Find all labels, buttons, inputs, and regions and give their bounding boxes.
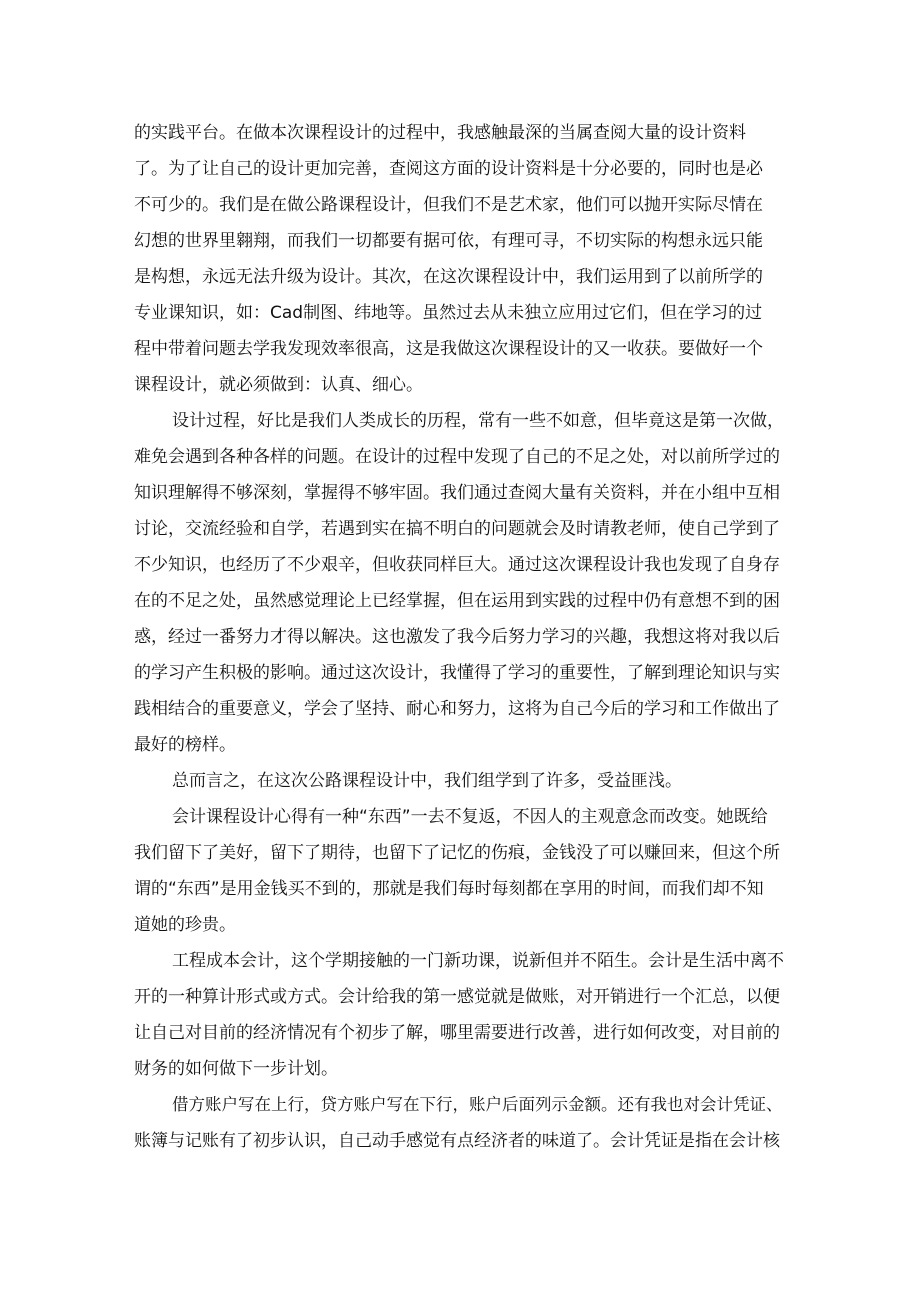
text-line: 讨论，交流经验和自学，若遇到实在搞不明白的问题就会及时请教老师，使自己学到了	[134, 519, 780, 539]
paragraph-first-line: 设计过程，好比是我们人类成长的历程，常有一些不如意，但毕竟这是第一次做，	[172, 411, 784, 431]
paragraph-first-line: 工程成本会计，这个学期接触的一门新功课，说新但并不陌生。会计是生活中离不	[172, 951, 784, 971]
text-line: 的学习产生积极的影响。通过这次设计，我懂得了学习的重要性，了解到理论知识与实	[134, 663, 780, 683]
paragraph-first-line: 总而言之，在这次公路课程设计中，我们组学到了许多，受益匪浅。	[172, 771, 682, 791]
text-line: 践相结合的重要意义，学会了坚持、耐心和努力，这将为自己今后的学习和工作做出了	[134, 699, 780, 719]
text-line: 的实践平台。在做本次课程设计的过程中，我感触最深的当属查阅大量的设计资料	[134, 123, 746, 143]
text-line: 财务的如何做下一步计划。	[134, 1059, 338, 1079]
text-line: 在的不足之处，虽然感觉理论上已经掌握，但在运用到实践的过程中仍有意想不到的困	[134, 591, 780, 611]
text-line: 不少知识，也经历了不少艰辛，但收获同样巨大。通过这次课程设计我也发现了自身存	[134, 555, 780, 575]
text-line: 幻想的世界里翱翔，而我们一切都要有据可依，有理可寻，不切实际的构想永远只能	[134, 231, 763, 251]
text-line: 是构想，永远无法升级为设计。其次，在这次课程设计中，我们运用到了以前所学的	[134, 267, 763, 287]
text-line: 谓的“东西”是用金钱买不到的，那就是我们每时每刻都在享用的时间，而我们却不知	[134, 879, 764, 899]
text-line: 最好的榜样。	[134, 735, 236, 755]
text-line: 难免会遇到各种各样的问题。在设计的过程中发现了自己的不足之处，对以前所学过的	[134, 447, 780, 467]
text-line: 专业课知识，如：Cad制图、纬地等。虽然过去从未独立应用过它们，但在学习的过	[134, 303, 763, 323]
text-line: 不可少的。我们是在做公路课程设计，但我们不是艺术家，他们可以抛开实际尽情在	[134, 195, 763, 215]
text-line: 程中带着问题去学我发现效率很高，这是我做这次课程设计的又一收获。要做好一个	[134, 339, 763, 359]
text-line: 让自己对目前的经济情况有个初步了解，哪里需要进行改善，进行如何改变，对目前的	[134, 1023, 780, 1043]
text-line: 知识理解得不够深刻，掌握得不够牢固。我们通过查阅大量有关资料，并在小组中互相	[134, 483, 780, 503]
text-line: 开的一种算计形式或方式。会计给我的第一感觉就是做账，对开销进行一个汇总，以便	[134, 987, 780, 1007]
text-line: 道她的珍贵。	[134, 915, 236, 935]
text-line: 我们留下了美好，留下了期待，也留下了记忆的伤痕，金钱没了可以赚回来，但这个所	[134, 843, 780, 863]
text-line: 了。为了让自己的设计更加完善，查阅这方面的设计资料是十分必要的，同时也是必	[134, 159, 763, 179]
paragraph-first-line: 会计课程设计心得有一种“东西”一去不复返，不因人的主观意念而改变。她既给	[172, 807, 768, 827]
paragraph-first-line: 借方账户写在上行，贷方账户写在下行，账户后面列示金额。还有我也对会计凭证、	[172, 1095, 783, 1114]
text-line: 课程设计，就必须做到：认真、细心。	[134, 375, 423, 395]
text-line: 账簿与记账有了初步认识，自己动手感觉有点经济者的味道了。会计凭证是指在会计核	[134, 1131, 780, 1151]
text-line: 惑，经过一番努力才得以解决。这也激发了我今后努力学习的兴趣，我想这将对我以后	[134, 627, 780, 647]
